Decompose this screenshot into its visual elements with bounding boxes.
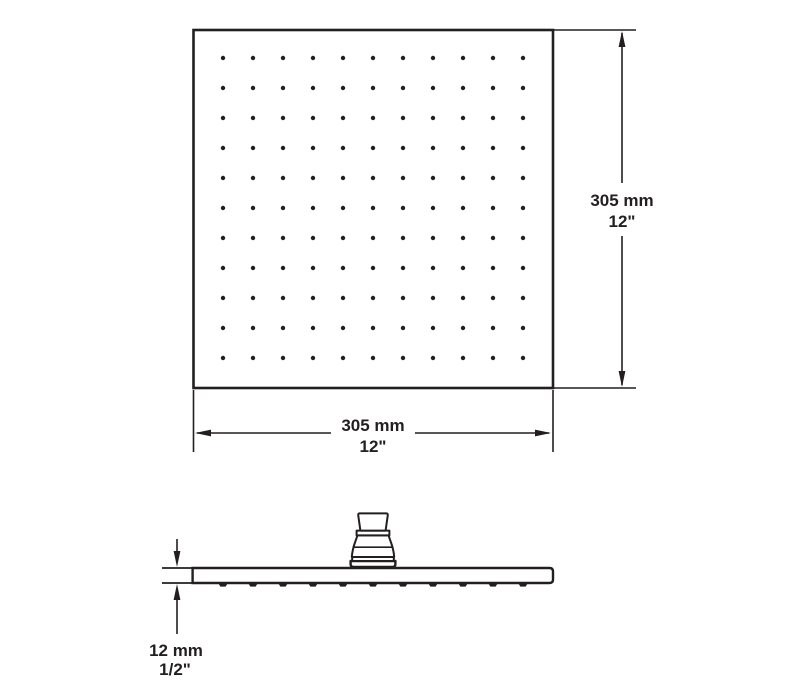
nozzle-dot — [311, 236, 315, 240]
nozzle-dot — [311, 146, 315, 150]
side-nozzle-bump — [459, 584, 468, 587]
nozzle-dot — [221, 56, 225, 60]
nozzle-dot — [521, 176, 525, 180]
nozzle-dot — [281, 56, 285, 60]
side-nozzle-bump — [429, 584, 438, 587]
nozzle-dot — [311, 206, 315, 210]
connector — [351, 513, 396, 567]
nozzle-dot — [341, 236, 345, 240]
side-view — [193, 513, 553, 586]
nozzle-dot — [461, 326, 465, 330]
side-nozzle-bump — [219, 584, 228, 587]
nozzle-dot — [221, 326, 225, 330]
nozzle-dot — [401, 56, 405, 60]
nozzle-dot — [311, 56, 315, 60]
nozzle-dot — [431, 56, 435, 60]
nozzle-dot — [311, 356, 315, 360]
nozzle-dot — [401, 116, 405, 120]
nozzle-dot — [461, 296, 465, 300]
arrow-right-icon — [535, 430, 551, 437]
nozzle-dot — [221, 236, 225, 240]
arrow-up-icon — [174, 584, 181, 600]
nozzle-dot — [251, 86, 255, 90]
nozzle-dot — [431, 236, 435, 240]
nozzle-dot — [491, 86, 495, 90]
height-dimension — [553, 30, 654, 388]
nozzle-dot — [341, 356, 345, 360]
nozzle-dot — [341, 146, 345, 150]
nozzle-dot — [491, 56, 495, 60]
nozzle-dot — [371, 266, 375, 270]
arrow-down-icon — [174, 551, 181, 567]
nozzle-dot — [431, 296, 435, 300]
thickness-dimension-metric-label: 12 mm — [149, 641, 203, 660]
nozzle-dot — [431, 266, 435, 270]
nozzle-dot — [401, 86, 405, 90]
nozzle-dot — [401, 326, 405, 330]
nozzle-dot — [371, 236, 375, 240]
nozzle-dot — [311, 326, 315, 330]
nozzle-dot — [281, 146, 285, 150]
nozzle-dot — [371, 176, 375, 180]
nozzle-dot — [401, 206, 405, 210]
nozzle-dot — [491, 296, 495, 300]
nozzle-dot — [311, 266, 315, 270]
nozzle-dot — [521, 356, 525, 360]
nozzle-dot — [461, 266, 465, 270]
nozzle-dot — [521, 206, 525, 210]
nozzle-dot — [431, 176, 435, 180]
arrow-up-icon — [619, 31, 626, 47]
nozzle-dot — [521, 266, 525, 270]
nozzle-dot — [401, 176, 405, 180]
nozzle-dot — [251, 296, 255, 300]
nozzle-dot — [341, 206, 345, 210]
thickness-dimension-imperial-label: 1/2" — [159, 660, 191, 679]
nozzle-dot — [281, 326, 285, 330]
nozzle-dot — [251, 266, 255, 270]
nozzle-dot — [401, 266, 405, 270]
nozzle-dot — [221, 356, 225, 360]
nozzle-dot — [311, 296, 315, 300]
nozzle-dot — [341, 56, 345, 60]
nozzle-dot — [521, 296, 525, 300]
nozzle-dot — [341, 326, 345, 330]
nozzle-dot — [461, 356, 465, 360]
connector-body — [352, 535, 394, 557]
nozzle-dot — [221, 146, 225, 150]
nozzle-dot — [461, 116, 465, 120]
side-nozzle-bump — [249, 584, 258, 587]
arrow-down-icon — [619, 371, 626, 387]
nozzle-dot — [251, 236, 255, 240]
side-nozzle-bump — [399, 584, 408, 587]
side-nozzle-bump — [519, 584, 528, 587]
nozzle-dot — [491, 206, 495, 210]
nozzle-dot — [221, 86, 225, 90]
nozzle-dot — [461, 86, 465, 90]
nozzle-dot — [281, 236, 285, 240]
nozzle-dot — [401, 236, 405, 240]
nozzle-dot — [281, 206, 285, 210]
nozzle-dot — [251, 116, 255, 120]
nozzle-dot — [341, 116, 345, 120]
nozzle-dot — [251, 56, 255, 60]
nozzle-dot — [281, 86, 285, 90]
nozzle-dot — [401, 146, 405, 150]
nozzle-dot — [431, 116, 435, 120]
nozzle-dot — [401, 356, 405, 360]
nozzle-dot — [491, 176, 495, 180]
nozzle-dot — [371, 296, 375, 300]
nozzle-dot — [371, 356, 375, 360]
nozzle-dot — [281, 356, 285, 360]
nozzle-dot — [461, 146, 465, 150]
nozzle-dot — [521, 146, 525, 150]
nozzle-dot — [431, 86, 435, 90]
width-dimension — [194, 390, 554, 456]
nozzle-dot — [311, 86, 315, 90]
nozzle-dot — [491, 326, 495, 330]
nozzle-dot — [461, 176, 465, 180]
nozzle-dot — [491, 266, 495, 270]
nozzle-dot — [431, 146, 435, 150]
nozzle-dot — [371, 116, 375, 120]
nozzle-dot — [461, 56, 465, 60]
nozzle-dot — [491, 356, 495, 360]
nozzle-dot — [461, 236, 465, 240]
side-nozzle-bump — [489, 584, 498, 587]
nozzle-dot — [371, 146, 375, 150]
head-profile-slab — [193, 568, 553, 583]
nozzle-dot — [491, 146, 495, 150]
nozzle-dot — [221, 206, 225, 210]
nozzle-dot — [431, 206, 435, 210]
nozzle-dot — [281, 266, 285, 270]
nozzle-dot — [431, 356, 435, 360]
side-nozzle-bump — [309, 584, 318, 587]
nozzle-dot — [371, 206, 375, 210]
height-dimension-metric-label: 305 mm — [590, 191, 654, 210]
nozzle-dot — [311, 176, 315, 180]
nozzle-dot — [521, 56, 525, 60]
nozzle-dot — [521, 326, 525, 330]
nozzle-dot — [371, 56, 375, 60]
thickness-dimension — [149, 539, 203, 679]
nozzle-dot — [311, 116, 315, 120]
top-view — [194, 30, 554, 388]
nozzle-dot — [251, 356, 255, 360]
side-nozzle-bump — [279, 584, 288, 587]
connector-top-nut — [358, 513, 388, 530]
nozzle-dot — [251, 326, 255, 330]
nozzle-dot — [341, 176, 345, 180]
nozzle-dot — [491, 236, 495, 240]
nozzle-dot — [281, 116, 285, 120]
nozzle-dot — [431, 326, 435, 330]
nozzle-dot — [221, 116, 225, 120]
nozzle-dot — [281, 176, 285, 180]
nozzle-dot — [341, 296, 345, 300]
width-dimension-metric-label: 305 mm — [341, 416, 405, 435]
nozzle-dot — [461, 206, 465, 210]
width-dimension-imperial-label: 12" — [359, 437, 387, 456]
nozzle-dot — [371, 326, 375, 330]
side-nozzle-bump — [369, 584, 378, 587]
nozzle-dot — [221, 266, 225, 270]
nozzle-dot — [521, 116, 525, 120]
arrow-left-icon — [195, 430, 211, 437]
nozzle-dot — [521, 236, 525, 240]
nozzle-dot — [401, 296, 405, 300]
height-dimension-imperial-label: 12" — [608, 212, 636, 231]
nozzle-dot — [281, 296, 285, 300]
nozzle-dot — [251, 206, 255, 210]
side-nozzle-bump — [339, 584, 348, 587]
nozzle-dot — [341, 266, 345, 270]
nozzle-dot — [341, 86, 345, 90]
nozzle-dot — [521, 86, 525, 90]
nozzle-dot — [251, 146, 255, 150]
nozzle-dot — [371, 86, 375, 90]
nozzle-dot — [221, 296, 225, 300]
nozzle-dot — [491, 116, 495, 120]
nozzle-dot — [251, 176, 255, 180]
nozzle-dot — [221, 176, 225, 180]
